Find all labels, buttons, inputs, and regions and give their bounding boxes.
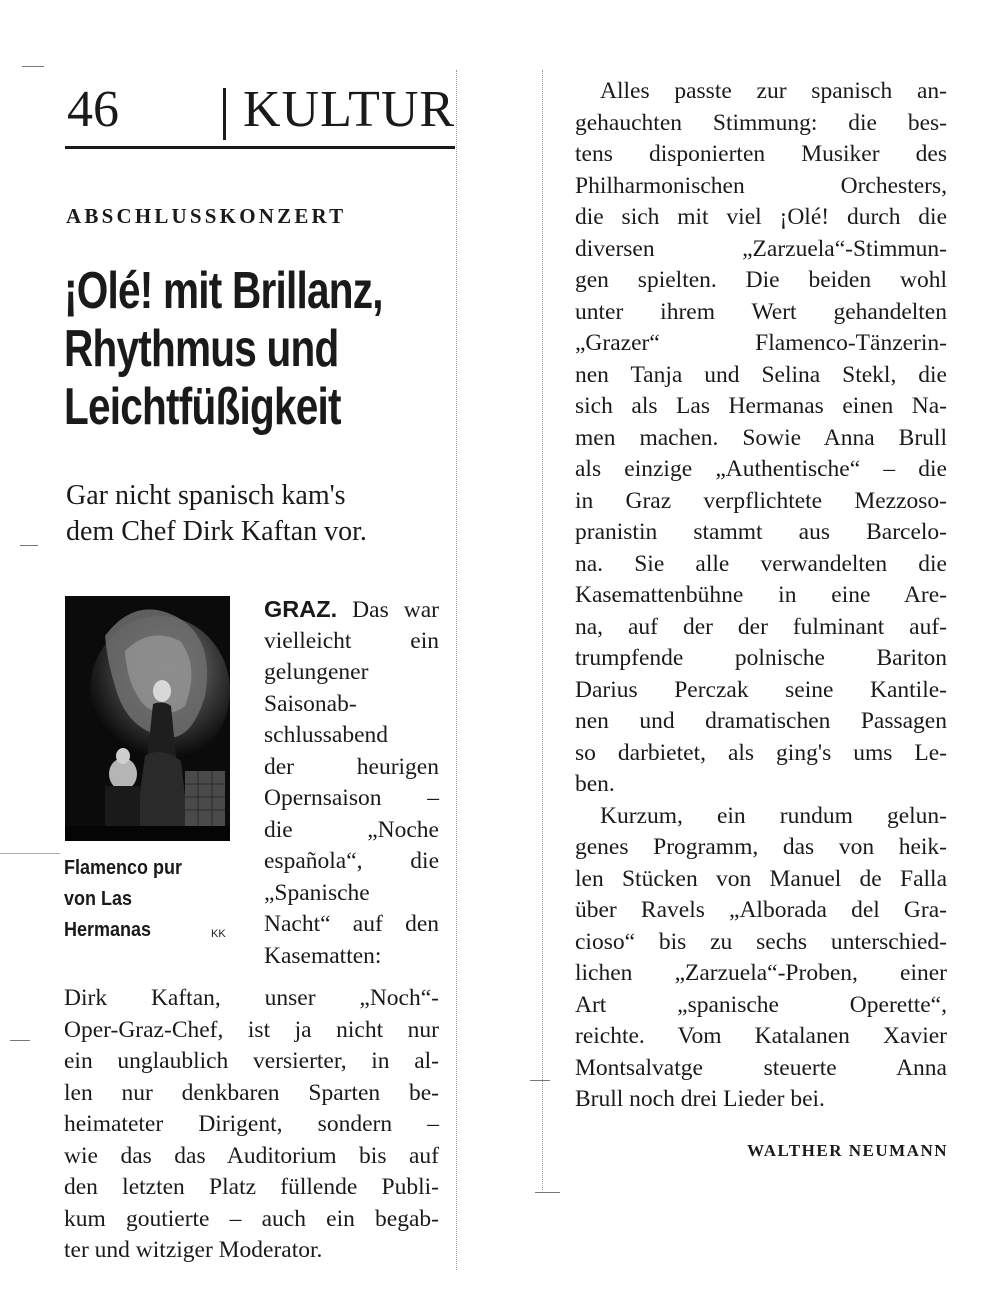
body-line: Brull noch drei Lieder bei. — [575, 1086, 825, 1112]
body-line: tens disponierten Musiker des — [575, 141, 947, 167]
body-line: gen spielten. Die beiden wohl — [575, 267, 947, 293]
scan-mark — [20, 545, 38, 546]
body-line: Nacht“ auf den — [264, 911, 439, 937]
dateline: GRAZ. — [264, 596, 338, 622]
body-line: Saisonab- — [264, 690, 357, 717]
body-line: na. Sie alle verwandelten die — [575, 550, 947, 577]
body-line: lichen „Zarzuela“-Proben, einer — [575, 960, 947, 986]
body-line: „Spanische — [264, 879, 370, 906]
scan-mark — [535, 1192, 560, 1193]
body-line: Dirk Kaftan, unser „Noch“- — [64, 985, 439, 1011]
caption-line: von Las — [64, 888, 133, 910]
article-subhead — [66, 478, 466, 550]
body-line: unter ihrem Wert gehandelten — [575, 298, 947, 325]
body-line: den letzten Platz füllende Publi- — [64, 1174, 439, 1200]
body-line: heimateter Dirigent, sondern – — [64, 1111, 439, 1137]
body-line: Oper-Graz-Chef, ist ja nicht nur — [64, 1016, 439, 1043]
body-line — [264, 594, 439, 626]
scan-mark — [22, 66, 44, 67]
body-line: in Graz verpflichtete Mezzoso- — [575, 487, 947, 514]
body-line: Kasematten: — [264, 942, 382, 969]
body-line: pranistin stammt aus Barcelo- — [575, 519, 947, 545]
body-line: Philharmonischen Orchesters, — [575, 172, 947, 199]
page-number: 46 — [67, 81, 119, 138]
scan-mark — [10, 1040, 30, 1041]
flamenco-dancer-image — [65, 596, 230, 841]
subhead-line: Gar nicht spanisch kam's — [66, 480, 346, 511]
body-line: wie das das Auditorium bis auf — [64, 1142, 439, 1169]
photo-credit: KK — [211, 928, 226, 940]
body-line: gehauchten Stimmung: die bes- — [575, 109, 947, 136]
body-line: Art „spanische Operette“, — [575, 991, 947, 1018]
body-line: über Ravels „Alborada del Gra- — [575, 897, 947, 923]
column-separator — [542, 70, 543, 1190]
body-line: nen Tanja und Selina Stekl, die — [575, 361, 947, 388]
column-separator — [456, 70, 457, 1270]
body-line: ein unglaublich versierter, in al- — [64, 1048, 439, 1074]
masthead-divider — [223, 88, 226, 140]
article-body-right — [575, 76, 947, 1116]
body-line: len Stücken von Manuel de Falla — [575, 865, 947, 892]
body-line: Montsalvatge steuerte Anna — [575, 1054, 947, 1081]
body-line: reichte. Vom Katalanen Xavier — [575, 1023, 947, 1049]
photo-caption — [64, 853, 182, 946]
body-line: die „Noche — [264, 816, 439, 843]
body-line: len nur denkbaren Sparten be- — [64, 1079, 439, 1106]
article-body-narrow — [264, 594, 439, 972]
scan-mark — [0, 853, 60, 854]
body-line-text: Das war — [337, 597, 439, 623]
body-line: genes Programm, das von heik- — [575, 834, 947, 860]
flamenco-photo — [65, 596, 230, 841]
caption-line: Flamenco pur — [64, 857, 183, 879]
masthead — [65, 78, 455, 148]
body-line: vielleicht ein — [264, 627, 439, 654]
body-line: ter und witziger Moderator. — [64, 1237, 323, 1263]
headline-line: Leichtfüßigkeit — [64, 378, 341, 436]
body-line: der heurigen — [264, 753, 439, 780]
body-line: als einzige „Authentische“ – die — [575, 456, 947, 482]
body-line: cioso“ bis zu sechs unterschied- — [575, 928, 947, 955]
article-body-left — [64, 983, 439, 1267]
body-line: kum goutierte – auch ein begab- — [64, 1205, 439, 1232]
body-line: men machen. Sowie Anna Brull — [575, 424, 947, 451]
section-title: KULTUR — [243, 81, 456, 138]
headline-line: Rhythmus und — [64, 320, 339, 378]
body-line: Darius Perczak seine Kantile- — [575, 676, 947, 703]
body-line: Opernsaison – — [264, 785, 439, 811]
body-line: española“, die — [264, 848, 439, 874]
body-line: Kurzum, ein rundum gelun- — [600, 802, 947, 829]
article-headline — [64, 262, 383, 436]
body-line: „Grazer“ Flamenco-Tänzerin- — [575, 330, 947, 356]
masthead-rule — [65, 146, 455, 149]
article-author: WALTHER NEUMANN — [747, 1141, 948, 1160]
body-line: Kasemattenbühne in eine Are- — [575, 582, 947, 608]
body-line: Alles passte zur spanisch an- — [600, 78, 947, 104]
subhead-line: dem Chef Dirk Kaftan vor. — [66, 516, 367, 547]
body-line: sich als Las Hermanas einen Na- — [575, 393, 947, 419]
body-line: ben. — [575, 771, 615, 797]
body-line: die sich mit viel ¡Olé! durch die — [575, 204, 947, 230]
body-line: so darbietet, als ging's ums Le- — [575, 739, 947, 766]
article-kicker: ABSCHLUSSKONZERT — [66, 204, 347, 228]
body-line: gelungener — [264, 659, 369, 685]
headline-line: ¡Olé! mit Brillanz, — [64, 262, 383, 320]
caption-line: Hermanas — [64, 919, 152, 941]
body-line: schlussabend — [264, 722, 389, 748]
body-line: trumpfende polnische Bariton — [575, 645, 947, 671]
body-line: diversen „Zarzuela“-Stimmun- — [575, 235, 947, 262]
body-line: nen und dramatischen Passagen — [575, 708, 947, 734]
scan-mark — [530, 1080, 550, 1081]
body-line: na, auf der der fulminant auf- — [575, 613, 947, 640]
